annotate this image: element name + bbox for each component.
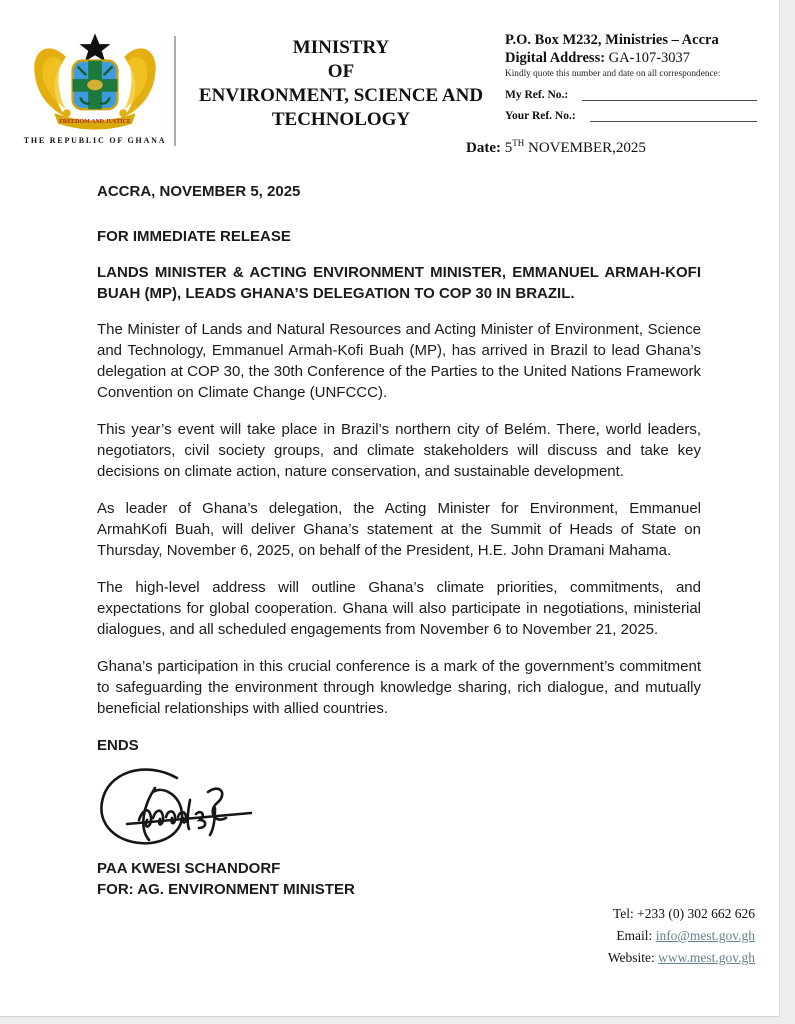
signature-icon xyxy=(93,762,268,854)
digital-address-line xyxy=(505,49,757,68)
ends-marker: ENDS xyxy=(97,737,139,754)
digital-address-label: Digital Address: xyxy=(505,50,606,66)
paragraph-3: As leader of Ghana’s delegation, the Acting Minister for Environment, Emmanuel ArmahKofi Buah, will deliver Ghana’s statement at the Summit of Heads of State on Thursday, November 6, 2025, on behalf of the President, H.E. John Dramani Mahama. xyxy=(97,500,701,559)
date-line xyxy=(466,138,646,157)
paragraph-4: The high-level address will outline Ghana’s climate priorities, commitments, and expectations for global cooperation. Ghana will also participate in negotiations, ministerial dialogues, and all scheduled engagements from November 6 to November 21, 2025. xyxy=(97,579,701,638)
date-ordinal: TH xyxy=(512,138,525,148)
header-divider xyxy=(174,36,176,146)
tel-line xyxy=(608,903,755,925)
headline: LANDS MINISTER & ACTING ENVIRONMENT MINISTER, EMMANUEL ARMAH-KOFI BUAH (MP), LEADS GHANA’S DELEGATION TO COP 30 IN BRAZIL. xyxy=(97,264,701,302)
my-ref-label: My Ref. No.: xyxy=(505,89,569,101)
paragraph-5: Ghana’s participation in this crucial conference is a mark of the government’s commitment to safeguarding the environment through knowledge sharing, rich dialogue, and mutually beneficial relationships with allied countries. xyxy=(97,658,701,717)
header-contact-block xyxy=(505,31,757,122)
ministry-title-line: ENVIRONMENT, SCIENCE AND xyxy=(198,85,484,106)
my-ref-blank-line xyxy=(582,89,757,101)
your-ref-label: Your Ref. No.: xyxy=(505,110,576,122)
date-rest: NOVEMBER,2025 xyxy=(524,140,646,156)
website-label: Website: xyxy=(607,950,655,965)
ministry-title xyxy=(182,36,500,132)
signatory-name: PAA KWESI SCHANDORF xyxy=(97,860,281,877)
ministry-title-line: TECHNOLOGY xyxy=(271,109,411,130)
website-line xyxy=(608,947,755,969)
dateline: ACCRA, NOVEMBER 5, 2025 xyxy=(97,183,301,200)
ghana-coat-of-arms xyxy=(22,30,168,150)
tel-label: Tel: xyxy=(612,906,634,921)
ministry-title-line: OF xyxy=(327,61,355,82)
your-ref-row xyxy=(505,110,757,122)
seal-caption: THE REPUBLIC OF GHANA xyxy=(23,136,167,145)
seal-banner-text: FREEDOM AND JUSTICE xyxy=(59,118,131,125)
ministry-title-line: MINISTRY xyxy=(292,37,390,58)
footer-contact-block xyxy=(608,903,755,969)
signatory-title: FOR: AG. ENVIRONMENT MINISTER xyxy=(97,881,355,898)
paragraph-1: The Minister of Lands and Natural Resources and Acting Minister of Environment, Science and Technology, Emmanuel Armah-Kofi Buah (MP), has arrived in Brazil to lead Ghana’s delegation at COP 30, the 30th Conference of the Parties to the United Nations Framework Convention on Climate Change (UNFCCC). xyxy=(97,321,701,401)
website-link[interactable]: www.mest.gov.gh xyxy=(658,950,755,965)
coat-of-arms-icon xyxy=(27,30,163,134)
tel-value: +233 (0) 302 662 626 xyxy=(637,906,755,921)
date-day: 5 xyxy=(504,140,513,156)
po-box-line: P.O. Box M232, Ministries – Accra xyxy=(505,32,719,48)
email-label: Email: xyxy=(616,928,653,943)
my-ref-row xyxy=(505,89,757,101)
press-release-body xyxy=(97,181,701,900)
email-link[interactable]: info@mest.gov.gh xyxy=(655,928,755,943)
your-ref-blank-line xyxy=(590,110,757,122)
paragraph-2: This year’s event will take place in Brazil’s northern city of Belém. There, world leaders, negotiators, civil society groups, and climate stakeholders will discuss and take key decisions on climate action, nature conservation, and sustainable development. xyxy=(97,421,701,480)
email-line xyxy=(608,925,755,947)
date-label: Date: xyxy=(466,140,501,156)
quote-note: Kindly quote this number and date on all correspondence: xyxy=(505,69,721,79)
digital-address-value: GA-107-3037 xyxy=(608,50,691,66)
signature xyxy=(93,762,701,854)
release-tag: FOR IMMEDIATE RELEASE xyxy=(97,228,291,245)
